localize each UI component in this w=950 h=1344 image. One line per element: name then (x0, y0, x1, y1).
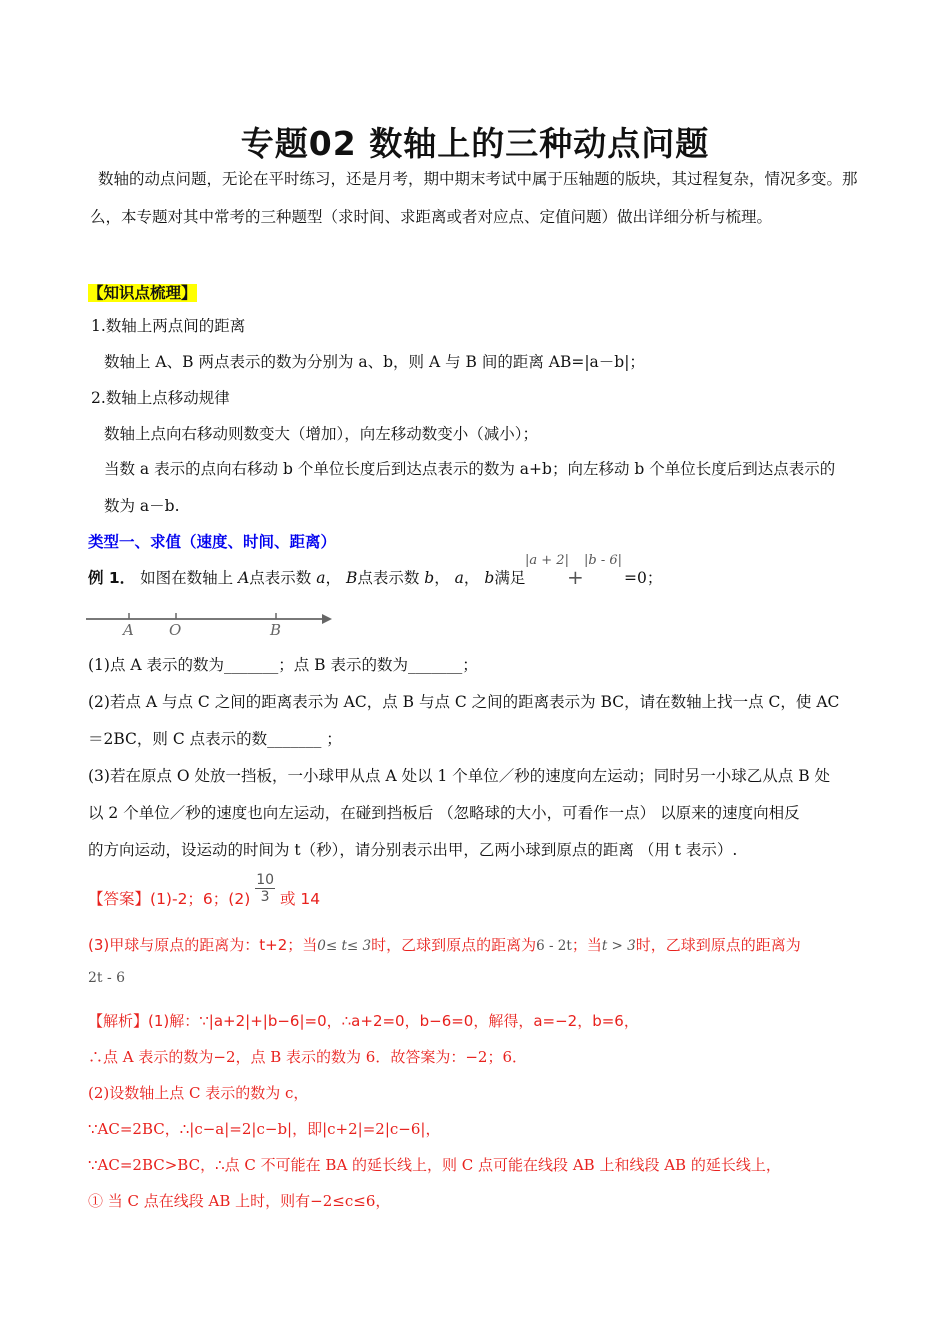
var-b: b (484, 569, 495, 587)
condition-1: 0≤ t≤ 3 (317, 938, 372, 954)
solution-line-5: ∵AC=2BC>BC，∴点 C 不可能在 BA 的延长线上，则 C 点可能在线段 AB 上和线段 AB 的延长线上， (88, 1156, 781, 1174)
example-1-label: 例 1． (88, 569, 136, 587)
answer-text: 时，乙球到原点的距离为 (635, 936, 801, 954)
knowledge-item-2-body-2a: 当数 a 表示的点向右移动 b 个单位长度后到达点表示的数为 a+b；向左移动 b 个单位长度后到达点表示的 (104, 460, 836, 478)
example-text: 点表示数 (357, 569, 420, 587)
example-text: ， (434, 569, 450, 587)
expression-1: 6 - 2t (536, 938, 572, 954)
question-2-line-2: ＝2BC，则 C 点表示的数_______ ； (88, 730, 342, 748)
solution-line-1 (88, 1010, 639, 1031)
question-3-line-2: 以 2 个单位／秒的速度也向左运动，在碰到挡板后 （忽略球的大小，可看作一点） 以原来的速度向相反 (88, 804, 800, 822)
knowledge-label: 【知识点梳理】 (88, 284, 197, 302)
knowledge-item-1-title: 1.数轴上两点间的距离 (91, 317, 246, 335)
solution-line-2: ∴点 A 表示的数为−2，点 B 表示的数为 6．故答案为：−2；6． (88, 1048, 528, 1066)
fraction-numerator: 10 (256, 872, 275, 888)
solution-line-4: ∵AC=2BC，∴|c−a|=2|c−b|，即|c+2|=2|c−6|， (88, 1120, 441, 1138)
example-text: 如图在数轴上 (140, 569, 234, 587)
abs-term-2-text: b - 6 (588, 553, 618, 568)
var-a: a (454, 569, 464, 587)
example-text: 点表示数 (249, 569, 312, 587)
var-a: a (316, 569, 326, 587)
axis-label-b: B (270, 621, 282, 639)
answer-fraction (255, 872, 275, 905)
answer-line-2 (88, 934, 801, 955)
equals-zero: =0； (624, 569, 663, 587)
example-1-stem (88, 566, 525, 588)
condition-2: t > 3 (601, 938, 636, 954)
question-2-line-1: (2)若点 A 与点 C 之间的距离表示为 AC，点 B 与点 C 之间的距离表示为 BC，请在数轴上找一点 C，使 AC (88, 693, 840, 711)
answer-line-3: 2t - 6 (88, 970, 126, 986)
question-1: (1)点 A 表示的数为_______；点 B 表示的数为_______； (88, 656, 478, 674)
intro-paragraph (90, 160, 865, 236)
answer-part-1: (1)-2；6；(2) (150, 890, 251, 908)
answer-label: 【答案】 (88, 890, 151, 908)
type-1-heading: 类型一、求值（速度、时间、距离） (88, 533, 337, 551)
answer-part-2: 或 14 (279, 890, 321, 908)
fraction-denominator: 3 (260, 889, 270, 905)
example-text: ， (463, 569, 480, 587)
plus-sign: + (567, 565, 584, 589)
knowledge-item-2-title: 2.数轴上点移动规律 (91, 389, 230, 407)
var-b: b (424, 569, 435, 587)
intro-text: 数轴的动点问题，无论在平时练习，还是月考，期中期末考试中属于压轴题的版块，其过程复杂，情况多变。那么，本专题对其中常考的三种题型（求时间、求距离或者对应点、定值问题）做出详细分析与梳理。 (90, 170, 858, 226)
page-title: 专题02 数轴上的三种动点问题 (240, 124, 710, 163)
knowledge-item-2-body-1: 数轴上点向右移动则数变大（增加），向左移动数变小（减小）； (104, 425, 539, 443)
abs-term-1: |a + 2| (525, 553, 569, 568)
knowledge-heading (88, 281, 197, 303)
solution-label: 【解析】 (88, 1012, 149, 1030)
example-text: 满足 (494, 569, 526, 587)
knowledge-item-1-body: 数轴上 A、B 两点表示的数为分别为 a、b，则 A 与 B 间的距离 AB=|a－b|； (104, 353, 645, 371)
question-3-line-3: 的方向运动，设运动的时间为 t（秒），请分别表示出甲，乙两小球到原点的距离 （用 t 表示）. (88, 841, 738, 859)
point-b-label: B (345, 569, 358, 587)
solution-text: (1)解：∵|a+2|+|b−6|=0，∴a+2=0，b−6=0，解得，a=−2，b=6， (148, 1012, 639, 1030)
abs-term-2: |b - 6| (584, 553, 623, 568)
number-axis-figure (84, 604, 344, 640)
answer-text: (3)甲球与原点的距离为：t+2；当 (88, 936, 318, 954)
solution-line-6: ① 当 C 点在线段 AB 上时，则有−2≤c≤6， (88, 1192, 391, 1210)
axis-label-a: A (123, 621, 134, 639)
question-3-line-1: (3)若在原点 O 处放一挡板，一小球甲从点 A 处以 1 个单位／秒的速度向左运动；同时另一小球乙从点 B 处 (88, 767, 831, 785)
axis-arrow (322, 614, 332, 624)
answer-text: ；当 (571, 936, 602, 954)
knowledge-item-2-body-2b: 数为 a－b. (104, 497, 180, 515)
abs-term-1-text: a + 2 (529, 553, 565, 568)
axis-label-o: O (169, 621, 182, 639)
answer-line-1 (88, 872, 321, 909)
answer-text: 时，乙球到原点的距离为 (371, 936, 537, 954)
example-text: ， (325, 569, 341, 587)
point-a-label: A (238, 569, 250, 587)
solution-line-3: (2)设数轴上点 C 表示的数为 c， (88, 1084, 309, 1102)
